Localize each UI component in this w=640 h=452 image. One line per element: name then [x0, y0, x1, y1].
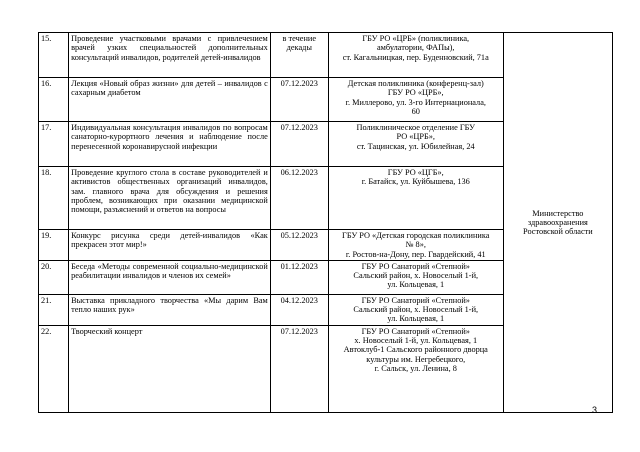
date-cell: [270, 78, 328, 122]
place-line: ГБУ РО Санаторий «Степной»: [361, 295, 470, 305]
date-line: в течение: [282, 34, 317, 43]
place-line: Автоклуб-1 Сальского районного дворца: [343, 345, 488, 355]
row-number: 18.: [39, 167, 69, 230]
row-number: 17.: [39, 122, 69, 167]
place-cell: [328, 230, 503, 261]
date-cell: [270, 167, 328, 230]
event-cell: Проведение круглого стола в составе руководителей и активистов общественных организаций инвалидов, зам. главного врача для обсуждения и решения проблем, возникающих при оказании медицинской помощи, разъяснений и ответов на вопросы: [69, 167, 271, 230]
place-line: Детская поликлиника (конференц-зал): [347, 79, 484, 88]
place-line: ГБУ РО Санаторий «Степной»: [361, 326, 470, 336]
place-line: ул. Кольцевая, 1: [387, 314, 445, 324]
organizer-cell: [503, 33, 612, 413]
place-line: ГБУ РО «Детская городская поликлиника: [342, 231, 490, 240]
place-line: г. Ростов-на-Дону, пер. Гвардейский, 41: [345, 249, 486, 259]
place-cell: [328, 33, 503, 78]
date-line: 04.12.2023: [280, 295, 318, 305]
place-line: Сальский район, х. Новоселый 1-й,: [353, 271, 479, 281]
place-line: ГБУ РО Санаторий «Степной»: [361, 261, 470, 271]
place-line: ст. Тацинская, ул. Юбилейная, 24: [356, 141, 475, 151]
place-line: ГБУ РО «ЦРБ» (поликлиника,: [362, 34, 470, 43]
date-cell: [270, 325, 328, 412]
event-cell: Выставка прикладного творчества «Мы дарим Вам тепло наших рук»: [69, 294, 271, 325]
event-cell: Лекция «Новый образ жизни» для детей – инвалидов с сахарным диабетом: [69, 78, 271, 122]
place-cell: [328, 122, 503, 167]
date-line: 06.12.2023: [280, 168, 318, 177]
place-line: г. Батайск, ул. Куйбышева, 136: [361, 177, 470, 187]
organizer-line: Ростовской области: [523, 227, 593, 237]
date-line: 07.12.2023: [280, 326, 318, 336]
place-line: амбулатории, ФАПы),: [377, 43, 455, 53]
place-cell: [328, 294, 503, 325]
place-line: Сальский район, х. Новоселый 1-й,: [353, 305, 479, 315]
row-number: 20.: [39, 260, 69, 294]
table-row: [39, 33, 613, 78]
place-line: ул. Кольцевая, 1: [387, 280, 445, 290]
place-line: Поликлиническое отделение ГБУ: [356, 123, 476, 132]
place-line: ст. Кагальницкая, пер. Буденновский, 71а: [342, 52, 489, 62]
events-table: [38, 32, 613, 413]
organizer-line: Министерство: [532, 208, 584, 218]
place-line: г. Сальск, ул. Ленина, 8: [374, 364, 457, 374]
place-cell: [328, 325, 503, 412]
place-line: ГБУ РО «ЦГБ»,: [387, 168, 444, 177]
date-cell: [270, 122, 328, 167]
place-line: РО «ЦРБ»,: [396, 132, 436, 142]
date-line: 07.12.2023: [280, 79, 318, 88]
place-cell: [328, 167, 503, 230]
event-cell: Беседа «Методы современной социально-медицинской реабилитации инвалидов и членов их семей»: [69, 260, 271, 294]
organizer-line: здравоохранения: [527, 217, 588, 227]
place-line: ГБУ РО «ЦРБ»,: [387, 88, 444, 98]
event-cell: Индивидуальная консультация инвалидов по вопросам санаторно-курортного лечения и наблюдение после перенесенной коронавирусной инфекции: [69, 122, 271, 167]
date-line: 07.12.2023: [280, 123, 318, 132]
date-cell: [270, 33, 328, 78]
event-cell: Проведение участковыми врачами с привлечением врачей узких специальностей дополнительных консультаций инвалидов, родителей детей-инвалидов: [69, 33, 271, 78]
page-number: 3: [592, 405, 598, 415]
row-number: 22.: [39, 325, 69, 412]
place-cell: [328, 78, 503, 122]
row-number: 21.: [39, 294, 69, 325]
date-cell: [270, 230, 328, 261]
row-number: 16.: [39, 78, 69, 122]
date-line: 01.12.2023: [280, 261, 318, 271]
row-number: 19.: [39, 230, 69, 261]
place-line: 60: [411, 106, 420, 116]
event-cell: Творческий концерт: [69, 325, 271, 412]
place-line: культуры им. Негребецкого,: [366, 354, 466, 364]
place-line: № 8»,: [405, 240, 426, 250]
date-cell: [270, 260, 328, 294]
row-number: 15.: [39, 33, 69, 78]
place-cell: [328, 260, 503, 294]
place-line: х. Новоселый 1-й, ул. Кольцевая, 1: [354, 336, 478, 346]
event-cell: Конкурс рисунка среди детей-инвалидов «Как прекрасен этот мир!»: [69, 230, 271, 261]
date-line: декады: [286, 43, 312, 53]
place-line: г. Миллерово, ул. 3-го Интернационала,: [345, 97, 486, 107]
date-line: 05.12.2023: [280, 231, 318, 240]
date-cell: [270, 294, 328, 325]
